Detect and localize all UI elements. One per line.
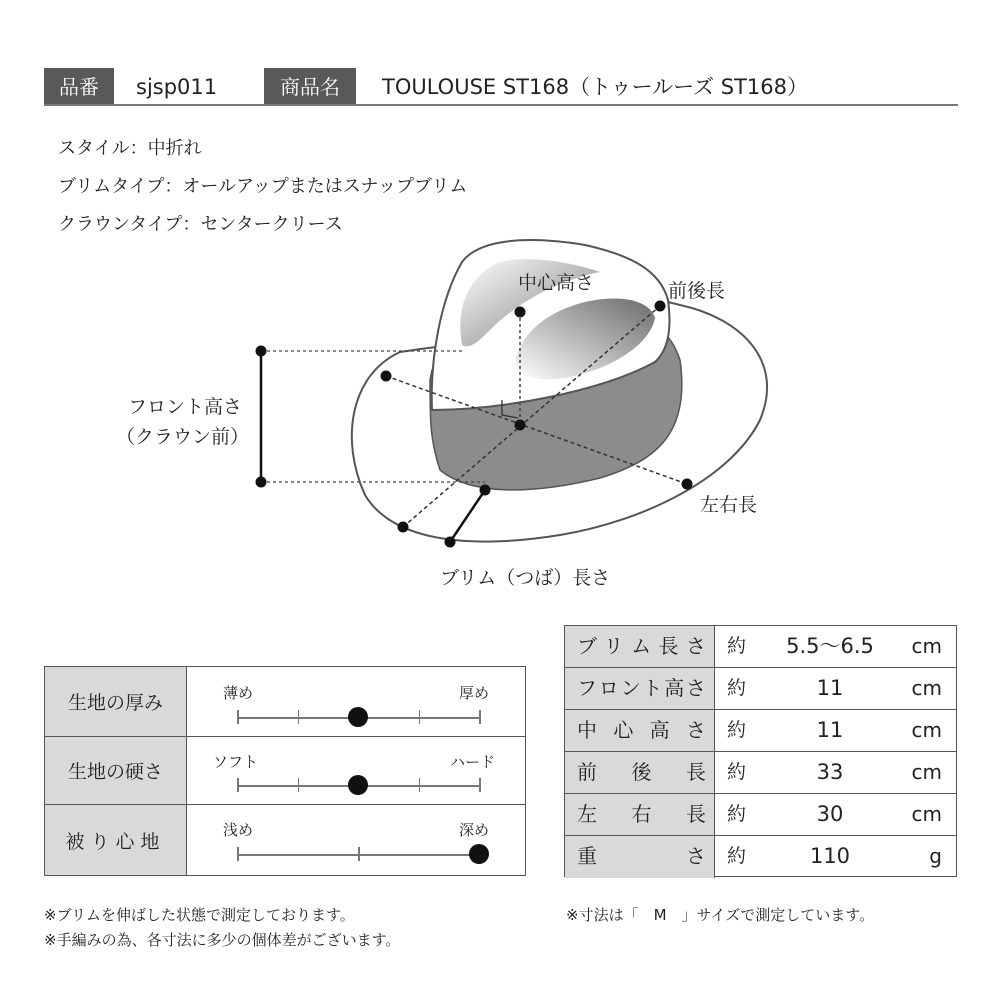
scale-indicator-dot [469,844,489,864]
measurement-approx: 約 [727,761,747,783]
scale-row [45,667,525,737]
measurement-approx: 約 [727,845,747,867]
label-front-back-length: 前後長 [668,280,726,302]
scale-indicator-dot [348,775,368,795]
spec-crown-type: クラウンタイプ：センタークリース [58,214,343,235]
front-back-dot-front [398,522,409,533]
measurement-unit: g [929,844,942,868]
measurement-approx: 約 [727,803,747,825]
brim-length-dot-inner [480,485,491,496]
scale-tick [237,710,239,724]
scale-row [45,737,525,805]
scale-left-label: ソフト [213,753,259,771]
measurement-name: 左右長 [565,794,715,835]
measurement-value: 11 [816,676,844,700]
center-height-dot [515,307,526,318]
product-name: TOULOUSE ST168（トゥールーズ ST168） [382,75,809,99]
measurement-name: ブリム長さ [565,626,715,667]
measurement-approx: 約 [727,635,747,657]
scale-left-label: 薄め [223,684,254,702]
scale-label: 生地の硬さ [45,737,187,804]
scale-tick [298,710,300,724]
brim-length-dot-outer [445,537,456,548]
measurement-unit: cm [911,718,942,742]
measurement-row [565,668,956,710]
measurement-value: 30 [816,802,844,826]
scale-tick [298,778,300,792]
scale-tick [237,847,239,861]
measurement-value: 5.5〜6.5 [786,634,874,658]
front-back-dot-back [655,301,666,312]
note-measured-size: ※寸法は「 M 」サイズで測定しています。 [566,906,875,924]
center-dot [515,420,526,431]
scale-tick [479,710,481,724]
scale-indicator-dot [348,707,368,727]
fabric-scale-table [44,666,526,876]
measurement-unit: cm [911,760,942,784]
item-number-label: 品番 [44,68,114,106]
product-name-label: 商品名 [264,68,356,106]
note-brim-stretched: ※ブリムを伸ばした状態で測定しております。 [44,906,355,924]
measurement-unit: cm [911,676,942,700]
scale-label: 被り心地 [45,805,187,875]
front-height-dot-top [256,346,267,357]
scale-row [45,805,525,875]
scale-right-label: 厚め [459,684,490,702]
left-right-dot-right [682,479,693,490]
spec-style: スタイル：中折れ [58,138,202,159]
measurement-unit: cm [911,802,942,826]
scale-label: 生地の厚み [45,667,187,736]
label-left-right-length: 左右長 [700,494,758,516]
measurement-unit: cm [911,634,942,658]
scale-tick [237,778,239,792]
note-handmade-variance: ※手編みの為、各寸法に多少の個体差がございます。 [44,931,401,949]
spec-brim-type: ブリムタイプ：オールアップまたはスナップブリム [58,176,468,197]
front-height-dot-bottom [256,477,267,488]
label-front-height: フロント高さ [128,396,243,418]
measurement-approx: 約 [727,719,747,741]
scale-right-label: ハード [450,753,496,771]
scale-tick [419,710,421,724]
label-brim-length: ブリム（つば）長さ [440,567,611,589]
scale-tick [358,847,360,861]
label-front-height-sub: （クラウン前） [116,426,250,448]
measurement-row [565,710,956,752]
scale-right-label: 深め [459,821,490,839]
measurement-value: 33 [816,760,844,784]
measurement-approx: 約 [727,677,747,699]
measurement-name: 前後長 [565,752,715,793]
scale-left-label: 浅め [223,821,254,839]
scale-tick [419,778,421,792]
measurement-row [565,794,956,836]
measurement-name: 中心高さ [565,710,715,751]
left-right-dot-left [381,371,392,382]
scale-tick [479,778,481,792]
measurement-table [564,625,957,877]
label-center-height: 中心高さ [518,272,595,294]
measurement-value: 110 [809,844,851,868]
measurement-row [565,626,956,668]
measurement-name: 重さ [565,836,715,878]
measurement-value: 11 [816,718,844,742]
measurement-row [565,836,956,878]
item-number: sjsp011 [136,75,218,99]
measurement-name: フロント高さ [565,668,715,709]
measurement-row [565,752,956,794]
